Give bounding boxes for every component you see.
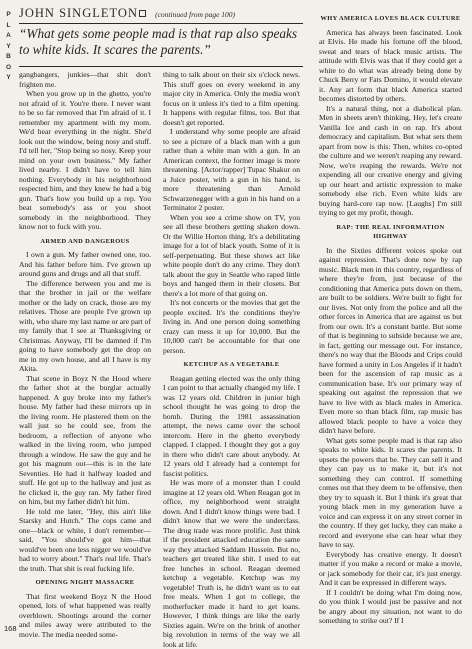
body-paragraph: America has always been fascinated. Look at Elvis. He made his fortune off the blood, sweat and tears of black music artists. The attitude with Elvis was that if they could get a white to do what was already being done by Chuck Berry or Fats Domino, it would elevate it. Any art form that black America started becomes distorted by others.: [319, 27, 462, 103]
magazine-letter: B: [6, 53, 12, 60]
body-paragraph: Everybody has creative energy. It doesn't matter if you make a record or make a movie, or jack somebody for their car, it's just energy. And it can be expressed in different ways.: [319, 549, 462, 587]
body-paragraph: It's a natural thing, not a diabolical plan. Men in sheets aren't thinking, Hey, let's create Vanilla Ice and cash in on rap. It's about democracy and capitalism. But what sets them apart from now is this: Then, whites co-opted the culture and we weren't reaping any reward. Now, we're reaping the rewards. We're not expending all our creative energy and giving up our heart and artistic expression to make somebody else rich. Even white kids are buying hard-core rap now. [Laughs] I'm still trying to get my profit, though.: [319, 103, 462, 217]
magazine-letter: L: [6, 21, 12, 29]
body-paragraph: I understand why some people are afraid to see a picture of a black man with a gun rather than a white man with a gun. In an American context, the former image is more threatening. [Actor/rapper] Tupac Shakur on a Juice poster, with a gun in his hand, is more threatening than Arnold Schwarzenegger with a gun in his hand on a Terminator 2 poster.: [163, 127, 300, 212]
body-paragraph: That scene in Boyz N the Hood where the father shot at the burglar actually happened. A guy broke into my father's house. My father had these mirrors up in the living room. He plastered them on the wall just so he could see, from the bedroom, a reflection of anyone who walked in the living room, who jumped through a window. He saw the guy and he got his magnum out—this is in the late Seventies. He had it halfway loaded and stuff. He got up to the hallway and just as he clicked it, the guy ran. My father fired on him, but my father didn't hit him.: [19, 373, 151, 506]
page-number: 168: [4, 624, 17, 633]
magazine-name-vertical: [4, 10, 14, 84]
body-paragraph: What gets some people mad is that rap also speaks to white kids. It scares the parents. It upsets the powers that be. They can sell it and they can pay us to make it, but it's not something they can control. If something comes out that they deem to be offensive, then they try to squash it. But I think it's great that young black men in my generation have a voice and can express it on any street corner in the country. If they get lucky, they can make a record and everyone else can hear what they have to say.: [319, 435, 462, 549]
section-heading: WHY AMERICA LOVES BLACK CULTURE: [320, 15, 461, 22]
section-heading: RAP: THE REAL INFORMATION HIGHWAY: [336, 223, 445, 240]
body-paragraph: It's not concerts or the movies that get the people excited. It's the conditions they're living in. And one person doing something crazy can mess it up for 10,000. But the 10,000 can't be accountable for that one person.: [163, 298, 300, 355]
body-paragraph: thing to talk about on their six o'clock news. This stuff goes on every weekend in any major city in America. Only the media won't focus on it unless it's tied to a film opening. It happens with regular films, too. But that doesn't get reported.: [163, 70, 300, 127]
text-column-1: [19, 70, 152, 639]
body-paragraph: That first weekend Boyz N the Hood opened, lots of what happened was really overblown. Shootings around the corner and miles away were attributed to the movie. The media needed some-: [19, 591, 151, 639]
section-heading: KETCHUP AS A VEGETABLE: [183, 361, 280, 368]
section-heading: ARMED AND DANGEROUS: [40, 237, 130, 245]
author-name: JOHN SINGLETON: [19, 6, 138, 20]
body-paragraph: In the Sixties different voices spoke out against repression. That's done now by rap music. Black men in this country, regardless of where they're from, just because of the conditioning that America puts down on them, are built to be soldiers. We're built to fight for our lives. Not only from the police and all the other forces in America that are against us but from our own. It's a constant battle. But some of that is beginning to subside because we are, in fact, getting our message out. For instance, there's no way that the Bloods and Crips could have formed a unity in Los Angeles if it hadn't been for the ascension of rap music as a communication base. It's our primary way of speaking out against the repression that we have to live with as black males in America. Even more so than black film, rap music has allowed black people to have a voice they didn't have before.: [319, 245, 462, 435]
header-box-ornament: [139, 10, 146, 17]
text-column-3: [319, 14, 462, 636]
continued-note: (continued from page 100): [155, 10, 236, 19]
running-header: [19, 6, 235, 21]
magazine-letter: Y: [6, 42, 12, 50]
body-paragraph: When you grow up in the ghetto, you're not afraid of it. You're there. I never want to be so far removed that I'm afraid of it. I remember my apartment with my mom. We'd hear everything in the night. She'd look out the window, being nosy and stuff. I'd tell her, "Stop being so nosy. Keep your mind on your own business." My father lived nearby. I didn't have to tell him nothing. Everybody in his neighborhood respected him, and they knew he had a big gun. That's how you build up a rep. You beat somebody's ass or you shoot somebody in the neighborhood. They know not to fuck with you.: [19, 89, 151, 231]
body-paragraph: If I couldn't be doing what I'm doing now, do you think I would just be passive and not be angry about my situation, not want to do something to strike out? If I: [319, 587, 462, 625]
body-paragraph: Reagan getting elected was the only thing I can point to that actually changed my life. I was 12 years old. Children in junior high school thought he was going to drop the bomb. During the 1981 assassination attempt, the news came over the school intercom. Here in the ghetto everybody clapped. I clapped. I thought they got a guy in there who didn't care about anybody. At 12 years old I already had a contempt for fascist politics.: [163, 373, 300, 478]
magazine-letter: O: [5, 63, 13, 71]
body-paragraph: The difference between you and me is that the brother in jail or the welfare mother or the lady on crack, those are my relatives. Those are people I've grown up with, who share my last name or are part of my family that I see at Thanksgiving or Christmas. Anyway, I'll be damned if I'm going to have somebody get the drop on me in my own house, and all I have is my Akita.: [19, 278, 152, 373]
body-paragraph: He told me later, "Hey, this ain't like Starsky and Hutch." The cops came and one—black or white, I don't remember—said, "You should've got him—that would've been one less nigger we would've had to worry about." That's real life. That's the truth. That shit is real fucking life.: [19, 506, 151, 573]
pull-quote: “What gets some people mad is that rap also speaks to white kids. It scares the parents.”: [19, 26, 298, 57]
magazine-letter: Y: [6, 74, 12, 81]
magazine-letter: P: [6, 11, 12, 18]
text-column-2: [163, 70, 300, 649]
body-paragraph: When you see a crime show on TV, you see all these brothers getting shaken down. Or the Willie Horton thing. It's a debilitating image for a lot of black youth. Some of it is self-perpetuating. But these shows act like white people don't do any crime. They don't talk about the guy in Seattle who raped little boys and hanged them in their closets. But there's a lot more of that going on.: [163, 212, 300, 298]
pull-quote-rule: [19, 66, 303, 67]
magazine-letter: A: [6, 32, 12, 39]
body-paragraph: He was more of a monster than I could imagine at 12 years old. When Reagan got in office, my neighborhood went straight down. And I didn't know things were bad. I didn't know that we were the underclass. The drug trade was more prolific. Just think if the president attacked education the same way they attacked Saddam Hussein. But no, teachers get treated like shit. I used to eat free lunches in school. Reagan deemed ketchup a vegetable. Ketchup was my vegetable! Truth is, he didn't want us to eat free meals. When I got to college, the motherfucker made it hard to get loans. However, I think things are like the early Sixties again. We're on the brink of another big revolution in terms of the way we all look at life.: [163, 478, 300, 649]
body-paragraph: gangbangers, junkies—that shit don't frighten me.: [19, 70, 151, 89]
section-heading: OPENING NIGHT MASSACRE: [35, 579, 135, 586]
header-rule: [19, 23, 303, 24]
body-paragraph: I own a gun. My father owned one, too. And his father before him. I've grown up around guns and drugs and all that stuff.: [19, 250, 151, 278]
